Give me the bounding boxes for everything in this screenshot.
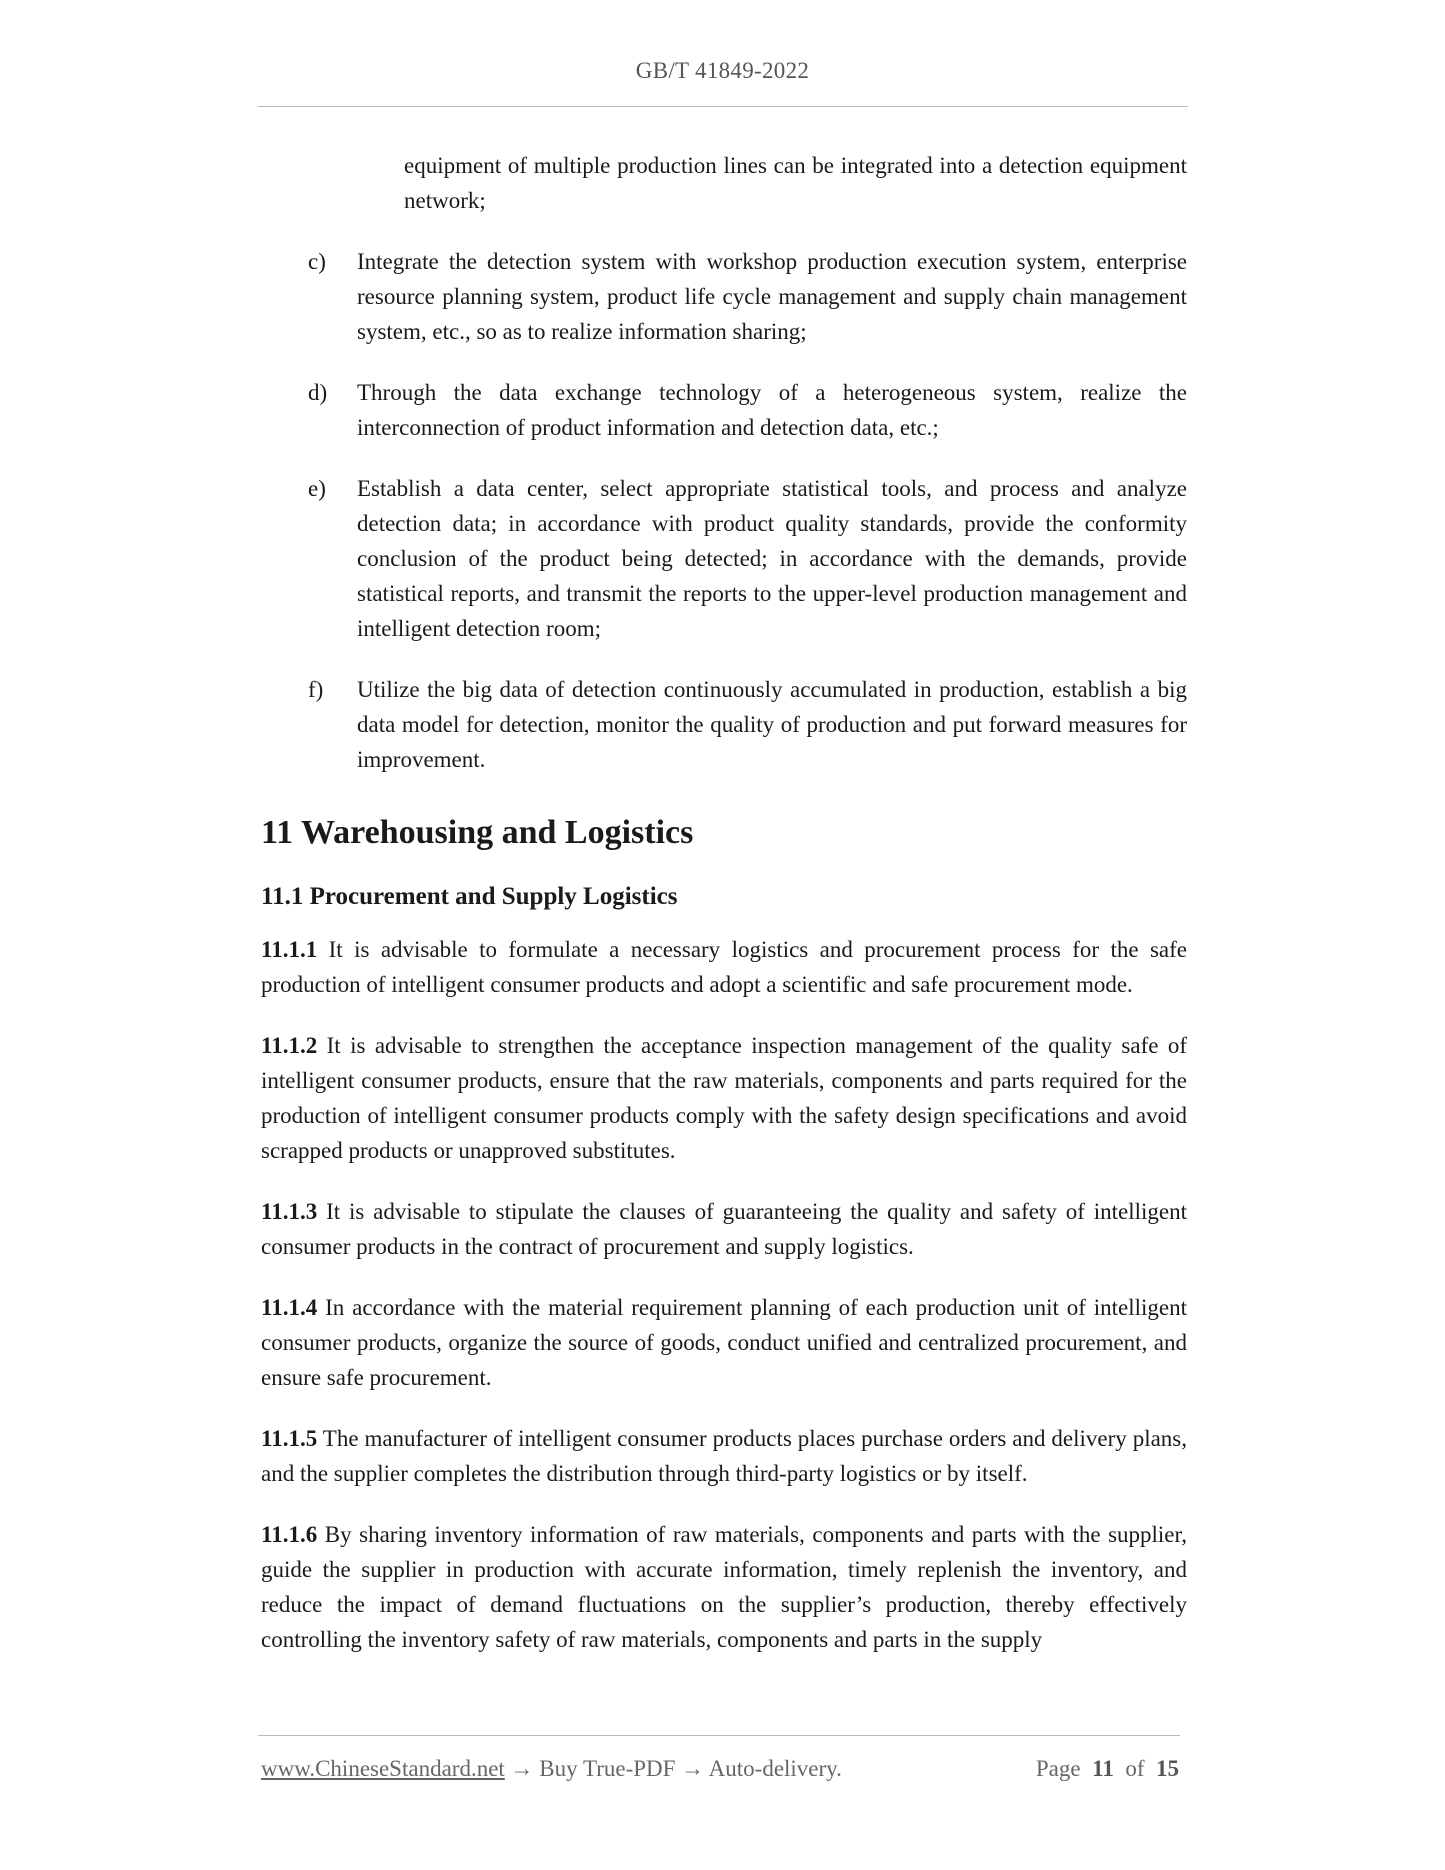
page-header: GB/T 41849-2022 — [635, 58, 810, 83]
page-current: 11 — [1092, 1756, 1114, 1781]
clause-text: By sharing inventory information of raw materials, components and parts with the supplier, guide the supplier in production with accurate information, timely replenish the inventory, and reduce the impact of demand fluctuations on the supplier’s production, thereby effectively controlling the inventory safety of raw materials, components and parts in the supply — [261, 1522, 1188, 1652]
clause-number: 11.1.6 — [261, 1522, 318, 1547]
clause-11-1-6 — [261, 1517, 1187, 1657]
page-total: 15 — [1156, 1756, 1179, 1781]
list-marker: e) — [308, 476, 326, 501]
list-text: Establish a data center, select appropriate statistical tools, and process and analyze detection data; in accordance with product quality standards, provide the conformity conclusion of the product being detected; in accordance with the demands, provide statistical reports, and transmit the reports to the upper-level production management and intelligent detection room; — [357, 476, 1187, 641]
clause-text: It is advisable to strengthen the acceptance inspection management of the quality safe of intelligent consumer products, ensure that the raw materials, components and parts required for the production of intelligent consumer products comply with the safety design specifications and avoid scrapped products or unapproved substitutes. — [261, 1033, 1188, 1163]
clause-text: It is advisable to formulate a necessary logistics and procurement process for the safe production of intelligent consumer products and adopt a scientific and safe procurement mode. — [261, 937, 1188, 997]
clause-number: 11.1.4 — [261, 1295, 318, 1320]
clause-text: In accordance with the material requirement planning of each production unit of intelligent consumer products, organize the source of goods, conduct unified and centralized procurement, and ensure safe procurement. — [261, 1295, 1187, 1390]
page-footer — [261, 1756, 1179, 1782]
list-text: Integrate the detection system with workshop production execution system, enterprise resource planning system, product life cycle management and supply chain management system, etc., so as to realize information sharing; — [357, 249, 1187, 344]
clause-11-1-1 — [261, 932, 1187, 1002]
document-body — [261, 148, 1187, 1683]
footer-divider — [258, 1735, 1180, 1736]
page-number — [1036, 1756, 1179, 1782]
clause-number: 11.1.5 — [261, 1426, 318, 1451]
page-label: Page — [1035, 1756, 1081, 1781]
subsection-title: 11.1 Procurement and Supply Logistics — [261, 883, 678, 910]
continuation-paragraph: equipment of multiple production lines can be integrated into a detection equipment network; — [404, 153, 1187, 213]
header-divider — [258, 106, 1188, 107]
clause-text: It is advisable to stipulate the clauses of guaranteeing the quality and safety of intelligent consumer products in the contract of procurement and supply logistics. — [261, 1199, 1187, 1259]
footer-left — [261, 1756, 842, 1782]
clause-text: The manufacturer of intelligent consumer products places purchase orders and delivery plans, and the supplier completes the distribution through third-party logistics or by itself. — [261, 1426, 1187, 1486]
clause-number: 11.1.3 — [261, 1199, 318, 1224]
site-link[interactable]: www.ChineseStandard.net — [261, 1756, 505, 1781]
clause-11-1-4 — [261, 1290, 1187, 1395]
list-item-c — [308, 244, 1187, 349]
list-text: Through the data exchange technology of a heterogeneous system, realize the interconnection of product information and detection data, etc.; — [357, 380, 1187, 440]
footer-promo: → Buy True-PDF → Auto-delivery. — [504, 1756, 842, 1781]
clause-number: 11.1.2 — [261, 1033, 318, 1058]
list-marker: d) — [308, 380, 328, 405]
list-marker: f) — [308, 677, 324, 702]
list-item-e — [308, 471, 1187, 646]
section-title: 11 Warehousing and Logistics — [261, 814, 694, 851]
list-item-f — [308, 672, 1187, 777]
list-text: Utilize the big data of detection continuously accumulated in production, establish a big data model for detection, monitor the quality of production and put forward measures for improvement. — [357, 677, 1187, 772]
clause-11-1-5 — [261, 1421, 1187, 1491]
clause-11-1-2 — [261, 1028, 1187, 1168]
page-of: of — [1125, 1756, 1145, 1781]
list-marker: c) — [308, 249, 326, 274]
clause-11-1-3 — [261, 1194, 1187, 1264]
clause-number: 11.1.1 — [261, 937, 318, 962]
list-item-d — [308, 375, 1187, 445]
